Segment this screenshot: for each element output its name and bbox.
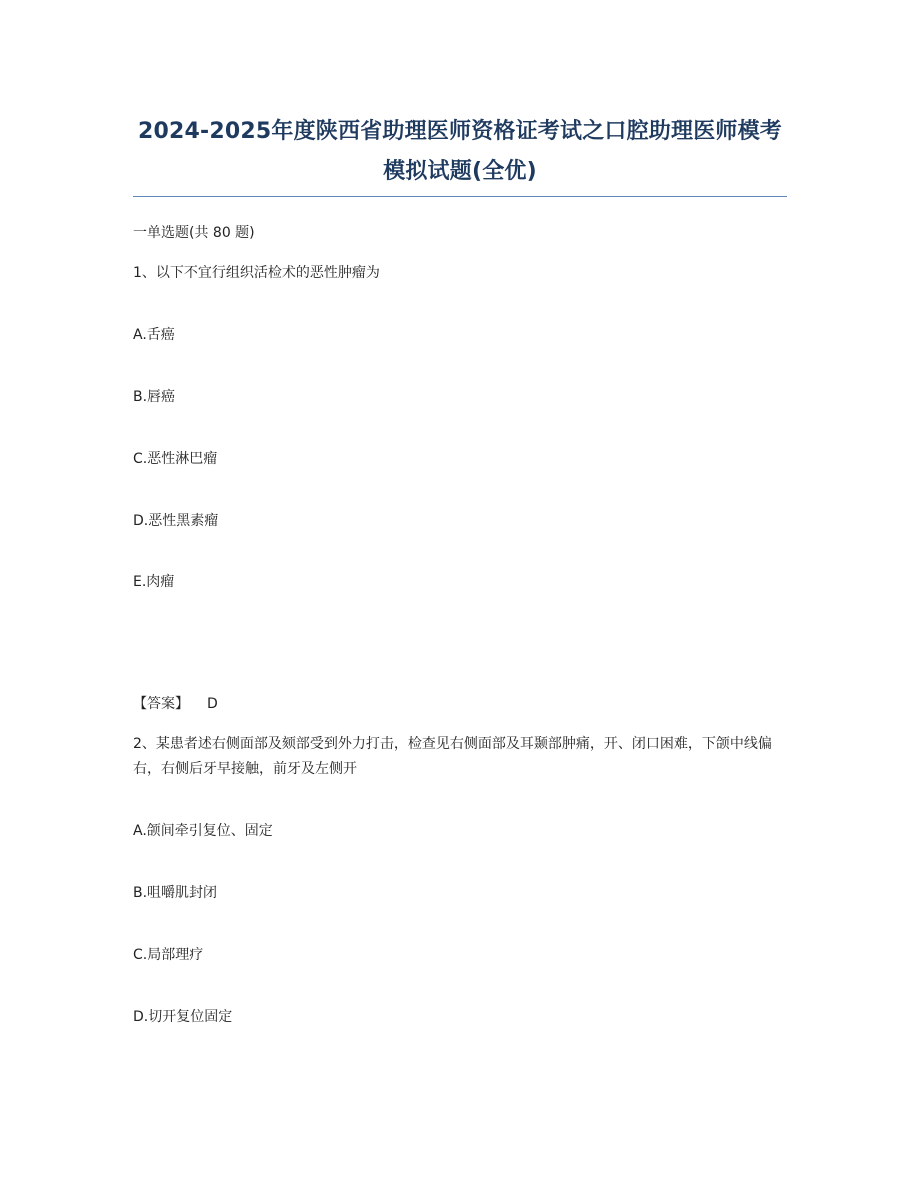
title-divider (133, 196, 787, 197)
question-2-stem: 2、某患者述右侧面部及颏部受到外力打击，检查见右侧面部及耳颞部肿痛，开、闭口困难，下颌中线偏右，右侧后牙早接触，前牙及左侧开 (133, 736, 772, 777)
section-heading: 一单选题(共 80 题) (133, 225, 255, 241)
question-1-stem: 1、以下不宜行组织活检术的恶性肿瘤为 (133, 265, 380, 281)
question-2-option-d: D.切开复位固定 (133, 1009, 233, 1025)
document-title: 2024-2025年度陕西省助理医师资格证考试之口腔助理医师模考模拟试题(全优) (138, 119, 782, 184)
question-1-option-a: A.舌癌 (133, 327, 175, 343)
question-2-option-b: B.咀嚼肌封闭 (133, 885, 218, 901)
question-1-option-b: B.唇癌 (133, 389, 176, 405)
question-2-option-c: C.局部理疗 (133, 947, 204, 963)
question-1-option-c: C.恶性淋巴瘤 (133, 451, 218, 467)
question-2-option-a: A.颌间牵引复位、固定 (133, 823, 273, 839)
question-1-option-d: D.恶性黑素瘤 (133, 513, 219, 529)
answer-label: 【答案】 (133, 696, 189, 712)
question-1-answer (133, 693, 218, 715)
answer-value: D (207, 696, 218, 712)
question-1-option-e: E.肉瘤 (133, 574, 175, 590)
